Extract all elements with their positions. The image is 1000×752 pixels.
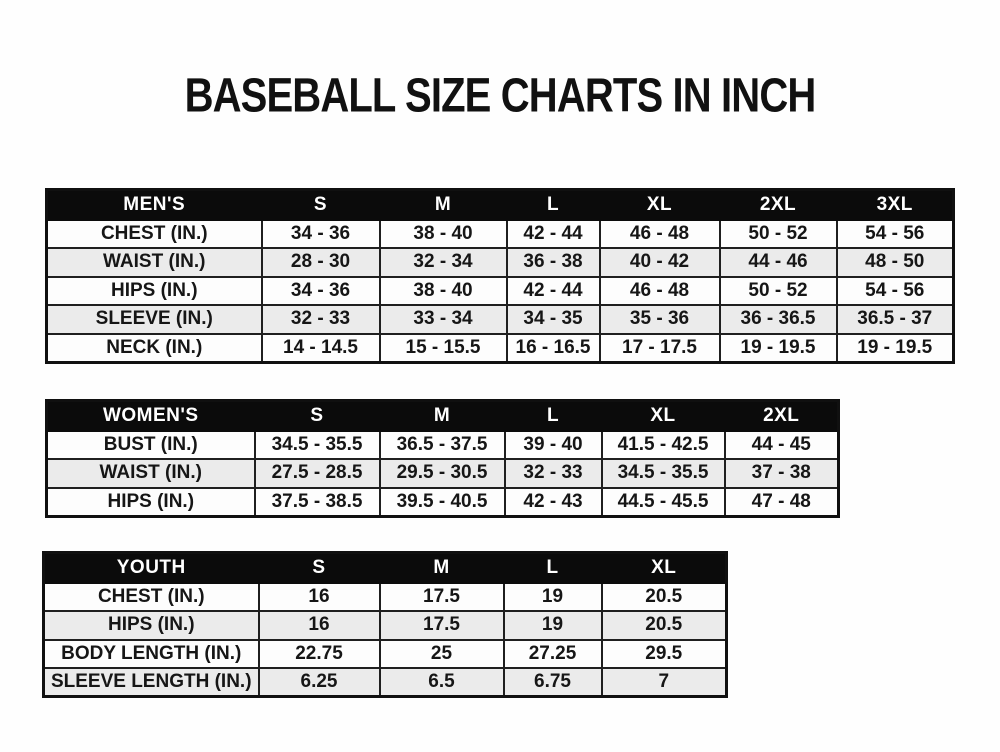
size-value-cell: 48 - 50	[837, 248, 954, 277]
size-value-cell: 17 - 17.5	[600, 334, 720, 363]
column-header-xl: XL	[602, 401, 725, 431]
size-value-cell: 33 - 34	[380, 305, 507, 334]
table-group-header: MEN'S	[47, 190, 262, 220]
row-label: HIPS (IN.)	[47, 277, 262, 306]
table-row	[47, 459, 839, 488]
size-value-cell: 36 - 36.5	[720, 305, 837, 334]
size-value-cell: 34.5 - 35.5	[255, 431, 380, 460]
column-header-3xl: 3XL	[837, 190, 954, 220]
size-value-cell: 34.5 - 35.5	[602, 459, 725, 488]
table-row	[47, 248, 954, 277]
size-value-cell: 34 - 36	[262, 220, 380, 249]
table-group-header: WOMEN'S	[47, 401, 255, 431]
size-value-cell: 35 - 36	[600, 305, 720, 334]
table-row	[47, 220, 954, 249]
column-header-xl: XL	[600, 190, 720, 220]
column-header-s: S	[259, 553, 380, 583]
size-value-cell: 19 - 19.5	[720, 334, 837, 363]
size-value-cell: 44.5 - 45.5	[602, 488, 725, 517]
table-row	[47, 488, 839, 517]
size-value-cell: 29.5 - 30.5	[380, 459, 505, 488]
size-value-cell: 29.5	[602, 640, 727, 669]
column-header-l: L	[507, 190, 600, 220]
size-value-cell: 46 - 48	[600, 220, 720, 249]
row-label: SLEEVE LENGTH (IN.)	[44, 668, 259, 697]
size-value-cell: 16	[259, 611, 380, 640]
size-value-cell: 7	[602, 668, 727, 697]
table-row	[44, 583, 727, 612]
row-label: HIPS (IN.)	[47, 488, 255, 517]
row-label: CHEST (IN.)	[47, 220, 262, 249]
size-value-cell: 41.5 - 42.5	[602, 431, 725, 460]
header-row	[44, 553, 727, 583]
size-value-cell: 36.5 - 37	[837, 305, 954, 334]
page-title: BASEBALL SIZE CHARTS IN INCH	[184, 67, 816, 123]
size-value-cell: 39.5 - 40.5	[380, 488, 505, 517]
size-value-cell: 6.25	[259, 668, 380, 697]
column-header-2xl: 2XL	[725, 401, 839, 431]
row-label: BODY LENGTH (IN.)	[44, 640, 259, 669]
size-value-cell: 34 - 36	[262, 277, 380, 306]
header-row	[47, 401, 839, 431]
size-value-cell: 46 - 48	[600, 277, 720, 306]
column-header-2xl: 2XL	[720, 190, 837, 220]
size-value-cell: 16 - 16.5	[507, 334, 600, 363]
header-row	[47, 190, 954, 220]
size-value-cell: 22.75	[259, 640, 380, 669]
row-label: BUST (IN.)	[47, 431, 255, 460]
womens-size-table	[45, 399, 840, 518]
size-value-cell: 19	[504, 611, 602, 640]
column-header-m: M	[380, 553, 504, 583]
size-value-cell: 32 - 33	[505, 459, 602, 488]
column-header-s: S	[262, 190, 380, 220]
table-row	[44, 640, 727, 669]
size-value-cell: 6.5	[380, 668, 504, 697]
size-value-cell: 27.25	[504, 640, 602, 669]
column-header-l: L	[505, 401, 602, 431]
size-value-cell: 36.5 - 37.5	[380, 431, 505, 460]
size-value-cell: 44 - 46	[720, 248, 837, 277]
table-row	[47, 305, 954, 334]
size-value-cell: 17.5	[380, 583, 504, 612]
size-value-cell: 14 - 14.5	[262, 334, 380, 363]
row-label: NECK (IN.)	[47, 334, 262, 363]
size-value-cell: 17.5	[380, 611, 504, 640]
table-row	[44, 611, 727, 640]
size-value-cell: 19	[504, 583, 602, 612]
size-value-cell: 19 - 19.5	[837, 334, 954, 363]
size-value-cell: 34 - 35	[507, 305, 600, 334]
size-value-cell: 42 - 44	[507, 220, 600, 249]
column-header-s: S	[255, 401, 380, 431]
column-header-xl: XL	[602, 553, 727, 583]
column-header-m: M	[380, 190, 507, 220]
size-value-cell: 20.5	[602, 611, 727, 640]
size-value-cell: 37.5 - 38.5	[255, 488, 380, 517]
size-value-cell: 42 - 44	[507, 277, 600, 306]
size-value-cell: 32 - 33	[262, 305, 380, 334]
size-value-cell: 25	[380, 640, 504, 669]
table-row	[44, 668, 727, 697]
size-value-cell: 37 - 38	[725, 459, 839, 488]
size-value-cell: 40 - 42	[600, 248, 720, 277]
column-header-m: M	[380, 401, 505, 431]
size-value-cell: 6.75	[504, 668, 602, 697]
row-label: CHEST (IN.)	[44, 583, 259, 612]
column-header-l: L	[504, 553, 602, 583]
size-value-cell: 38 - 40	[380, 277, 507, 306]
size-value-cell: 44 - 45	[725, 431, 839, 460]
size-value-cell: 36 - 38	[507, 248, 600, 277]
size-value-cell: 32 - 34	[380, 248, 507, 277]
size-value-cell: 50 - 52	[720, 277, 837, 306]
size-value-cell: 39 - 40	[505, 431, 602, 460]
table-group-header: YOUTH	[44, 553, 259, 583]
youth-size-table	[42, 551, 728, 698]
size-value-cell: 16	[259, 583, 380, 612]
table-row	[47, 334, 954, 363]
size-value-cell: 38 - 40	[380, 220, 507, 249]
size-value-cell: 47 - 48	[725, 488, 839, 517]
size-value-cell: 50 - 52	[720, 220, 837, 249]
size-value-cell: 28 - 30	[262, 248, 380, 277]
table-row	[47, 277, 954, 306]
mens-size-table	[45, 188, 955, 364]
size-value-cell: 42 - 43	[505, 488, 602, 517]
row-label: WAIST (IN.)	[47, 248, 262, 277]
row-label: WAIST (IN.)	[47, 459, 255, 488]
size-value-cell: 20.5	[602, 583, 727, 612]
row-label: HIPS (IN.)	[44, 611, 259, 640]
table-row	[47, 431, 839, 460]
size-value-cell: 54 - 56	[837, 277, 954, 306]
size-value-cell: 54 - 56	[837, 220, 954, 249]
size-value-cell: 15 - 15.5	[380, 334, 507, 363]
size-value-cell: 27.5 - 28.5	[255, 459, 380, 488]
row-label: SLEEVE (IN.)	[47, 305, 262, 334]
